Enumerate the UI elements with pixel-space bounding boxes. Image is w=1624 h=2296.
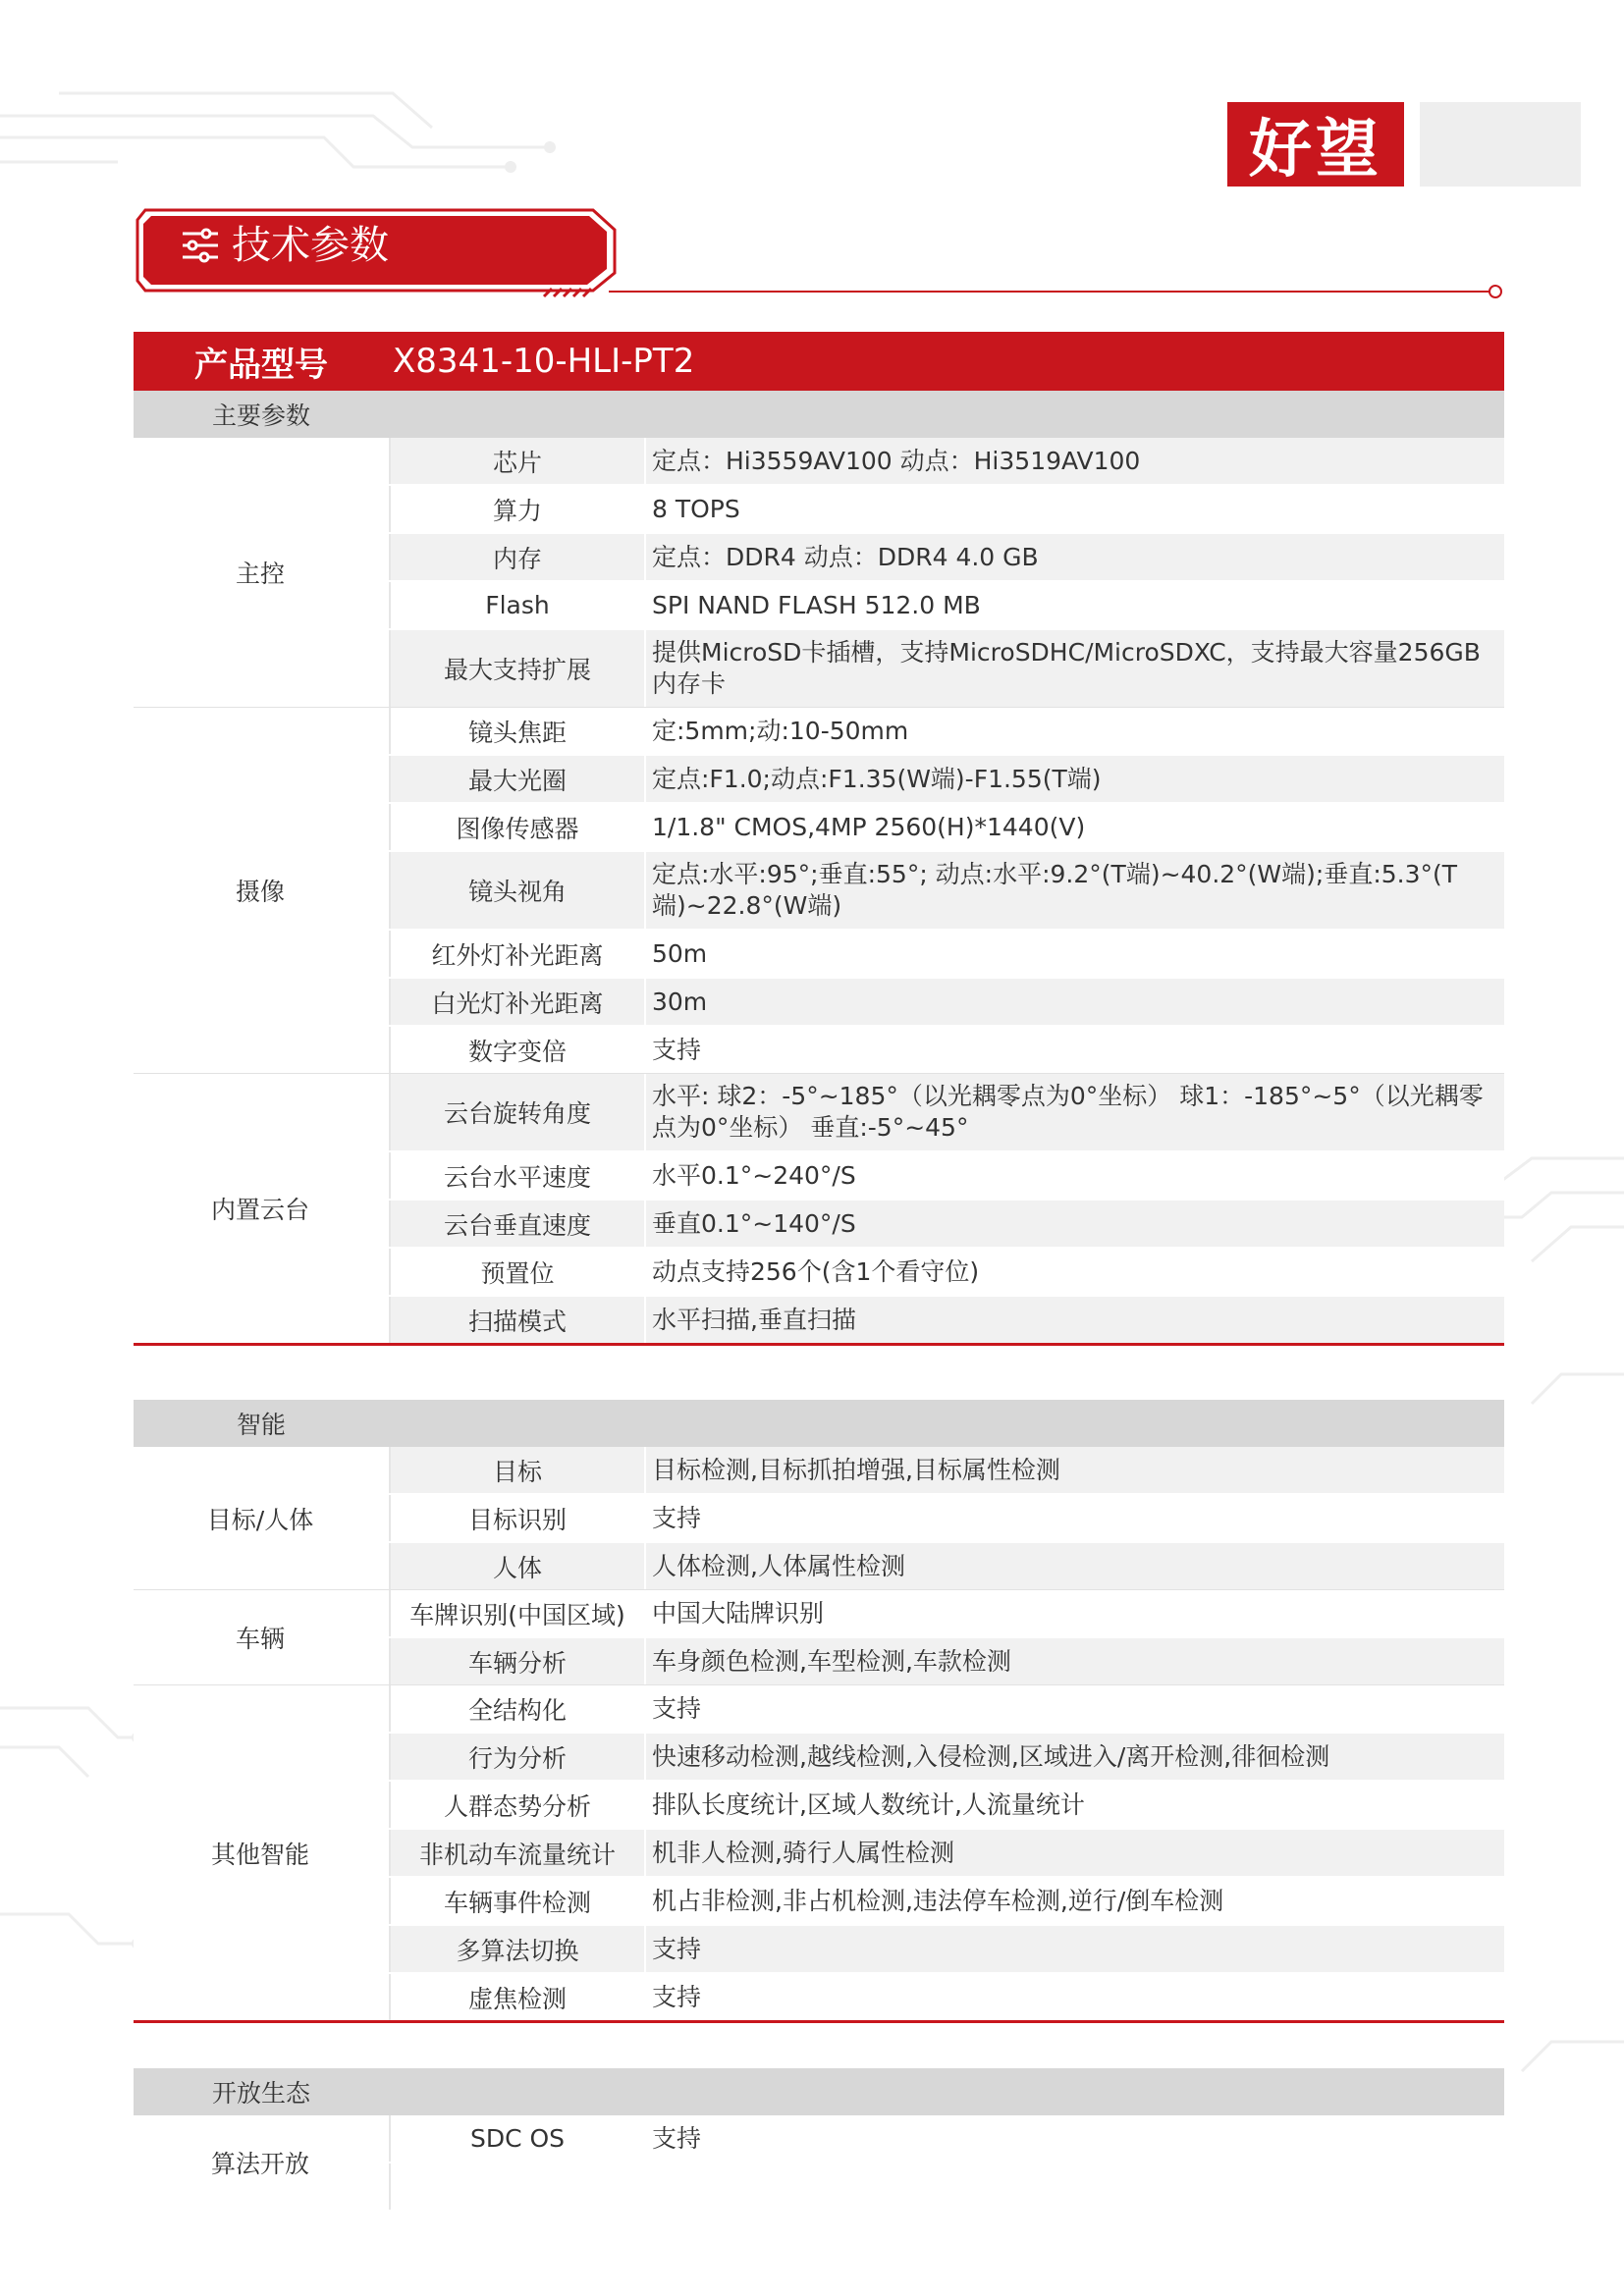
spec-row xyxy=(389,1878,1504,1926)
spec-key: 数字变倍 xyxy=(389,1027,646,1073)
spec-key: 红外灯补光距离 xyxy=(389,931,646,977)
group-name: 算法开放 xyxy=(134,2115,389,2210)
spec-key: 目标识别 xyxy=(389,1495,646,1541)
section-divider-dot xyxy=(1489,285,1502,298)
spec-key: 预置位 xyxy=(389,1249,646,1295)
spec-value: 定:5mm;动:10-50mm xyxy=(646,708,1504,754)
spec-value: 定点:F1.0;动点:F1.35(W端)-F1.55(T端) xyxy=(646,756,1504,802)
spec-row xyxy=(389,630,1504,707)
spec-value: 支持 xyxy=(646,1685,1504,1732)
spec-value: 水平0.1°~240°/S xyxy=(646,1152,1504,1199)
spec-value xyxy=(646,2163,1504,2210)
spec-key: 人体 xyxy=(389,1543,646,1589)
spec-row xyxy=(389,1249,1504,1297)
spec-value: 定点：Hi3559AV100 动点：Hi3519AV100 xyxy=(646,438,1504,484)
spec-value: 支持 xyxy=(646,1974,1504,2020)
spec-value: 水平: 球2：-5°~185°（以光耦零点为0°坐标） 球1：-185°~5°（以光耦零点为0°坐标） 垂直:-5°~45° xyxy=(646,1074,1504,1150)
group-name: 摄像 xyxy=(134,708,389,1073)
spec-row xyxy=(389,1201,1504,1249)
spec-row xyxy=(389,804,1504,852)
group-camera xyxy=(134,708,1504,1074)
group-main-control xyxy=(134,438,1504,708)
block-title-ecosystem: 开放生态 xyxy=(134,2068,1504,2115)
spec-row xyxy=(389,708,1504,756)
spec-key: 扫描模式 xyxy=(389,1297,646,1343)
spec-row xyxy=(389,438,1504,486)
spec-value: 定点:水平:95°;垂直:55°; 动点:水平:9.2°(T端)~40.2°(W端);垂直:5.3°(T端)~22.8°(W端) xyxy=(646,852,1504,929)
spec-row xyxy=(389,1447,1504,1495)
spec-key: 算力 xyxy=(389,486,646,532)
spec-value: 垂直0.1°~140°/S xyxy=(646,1201,1504,1247)
spec-value: 目标检测,目标抓拍增强,目标属性检测 xyxy=(646,1447,1504,1493)
spec-key: 镜头焦距 xyxy=(389,708,646,754)
spec-value: SPI NAND FLASH 512.0 MB xyxy=(646,582,1504,628)
spec-key: 镜头视角 xyxy=(389,852,646,929)
section-header xyxy=(132,194,632,302)
spec-key: 非机动车流量统计 xyxy=(389,1830,646,1876)
spec-row xyxy=(389,1926,1504,1974)
spec-value: 排队长度统计,区域人数统计,人流量统计 xyxy=(646,1782,1504,1828)
spec-value: 50m xyxy=(646,931,1504,977)
spec-value: 中国大陆牌识别 xyxy=(646,1590,1504,1636)
spec-value: 动点支持256个(含1个看守位) xyxy=(646,1249,1504,1295)
spec-key: 人群态势分析 xyxy=(389,1782,646,1828)
group-algorithm-open xyxy=(134,2115,1504,2210)
brand-logo xyxy=(1227,102,1581,187)
spec-row xyxy=(389,534,1504,582)
spec-key: 云台水平速度 xyxy=(389,1152,646,1199)
logo-text: 好望 xyxy=(1227,102,1404,187)
spec-row xyxy=(389,852,1504,931)
spec-key: 车辆分析 xyxy=(389,1638,646,1684)
spec-row xyxy=(389,756,1504,804)
spec-value: 30m xyxy=(646,979,1504,1025)
spec-table-intelligence xyxy=(134,1400,1504,2023)
spec-key: 全结构化 xyxy=(389,1685,646,1732)
group-name: 车辆 xyxy=(134,1590,389,1684)
spec-row xyxy=(389,2163,1504,2210)
group-target-human xyxy=(134,1447,1504,1590)
model-label: 产品型号 xyxy=(194,345,328,385)
spec-key: 芯片 xyxy=(389,438,646,484)
spec-value: 机占非检测,非占机检测,违法停车检测,逆行/倒车检测 xyxy=(646,1878,1504,1924)
group-other-intelligence xyxy=(134,1685,1504,2023)
spec-row xyxy=(389,1495,1504,1543)
spec-key: 目标 xyxy=(389,1447,646,1493)
block-title-main: 主要参数 xyxy=(134,391,1504,438)
spec-row xyxy=(389,1590,1504,1638)
sliders-icon xyxy=(181,228,220,263)
spec-key: 云台垂直速度 xyxy=(389,1201,646,1247)
group-vehicle xyxy=(134,1590,1504,1685)
spec-value: 机非人检测,骑行人属性检测 xyxy=(646,1830,1504,1876)
spec-key: 图像传感器 xyxy=(389,804,646,850)
spec-value: 1/1.8" CMOS,4MP 2560(H)*1440(V) xyxy=(646,804,1504,850)
spec-row xyxy=(389,1297,1504,1343)
spec-value: 8 TOPS xyxy=(646,486,1504,532)
spec-value: 支持 xyxy=(646,1027,1504,1073)
group-name: 内置云台 xyxy=(134,1074,389,1343)
spec-row xyxy=(389,1734,1504,1782)
logo-gray-block xyxy=(1420,102,1581,187)
spec-value: 水平扫描,垂直扫描 xyxy=(646,1297,1504,1343)
spec-value: 支持 xyxy=(646,1495,1504,1541)
block-title-intelligence: 智能 xyxy=(134,1400,1504,1447)
spec-row xyxy=(389,2115,1504,2163)
spec-value: 提供MicroSD卡插槽，支持MicroSDHC/MicroSDXC，支持最大容量256GB内存卡 xyxy=(646,630,1504,707)
spec-value: 定点：DDR4 动点：DDR4 4.0 GB xyxy=(646,534,1504,580)
spec-value: 支持 xyxy=(646,1926,1504,1972)
spec-table-ecosystem xyxy=(134,2068,1504,2210)
spec-key: 最大光圈 xyxy=(389,756,646,802)
spec-key: 云台旋转角度 xyxy=(389,1074,646,1150)
spec-key: 行为分析 xyxy=(389,1734,646,1780)
model-row xyxy=(134,332,1504,391)
spec-key: Flash xyxy=(389,582,646,628)
spec-key: SDC OS xyxy=(389,2115,646,2162)
spec-row xyxy=(389,1782,1504,1830)
spec-key xyxy=(389,2163,646,2210)
section-divider xyxy=(609,291,1498,293)
spec-value: 车身颜色检测,车型检测,车款检测 xyxy=(646,1638,1504,1684)
spec-value: 快速移动检测,越线检测,入侵检测,区域进入/离开检测,徘徊检测 xyxy=(646,1734,1504,1780)
spec-row xyxy=(389,1638,1504,1684)
spec-row xyxy=(389,582,1504,630)
group-name: 主控 xyxy=(134,438,389,707)
spec-row xyxy=(389,1543,1504,1589)
spec-row xyxy=(389,931,1504,979)
group-name: 目标/人体 xyxy=(134,1447,389,1589)
spec-key: 虚焦检测 xyxy=(389,1974,646,2020)
spec-row xyxy=(389,486,1504,534)
spec-row xyxy=(389,1830,1504,1878)
spec-row xyxy=(389,1027,1504,1073)
spec-row xyxy=(389,979,1504,1027)
spec-row xyxy=(389,1685,1504,1734)
model-value: X8341-10-HLI-PT2 xyxy=(393,342,695,381)
spec-key: 白光灯补光距离 xyxy=(389,979,646,1025)
group-name: 其他智能 xyxy=(134,1685,389,2020)
spec-row xyxy=(389,1974,1504,2020)
section-title-text: 技术参数 xyxy=(232,223,389,268)
spec-key: 车牌识别(中国区域) xyxy=(389,1590,646,1636)
group-ptz xyxy=(134,1074,1504,1346)
section-title xyxy=(181,216,389,275)
spec-table-main xyxy=(134,332,1504,1346)
spec-key: 内存 xyxy=(389,534,646,580)
spec-row xyxy=(389,1152,1504,1201)
spec-key: 最大支持扩展 xyxy=(389,630,646,707)
spec-value: 支持 xyxy=(646,2115,1504,2162)
spec-value: 人体检测,人体属性检测 xyxy=(646,1543,1504,1589)
spec-key: 多算法切换 xyxy=(389,1926,646,1972)
spec-row xyxy=(389,1074,1504,1152)
spec-key: 车辆事件检测 xyxy=(389,1878,646,1924)
